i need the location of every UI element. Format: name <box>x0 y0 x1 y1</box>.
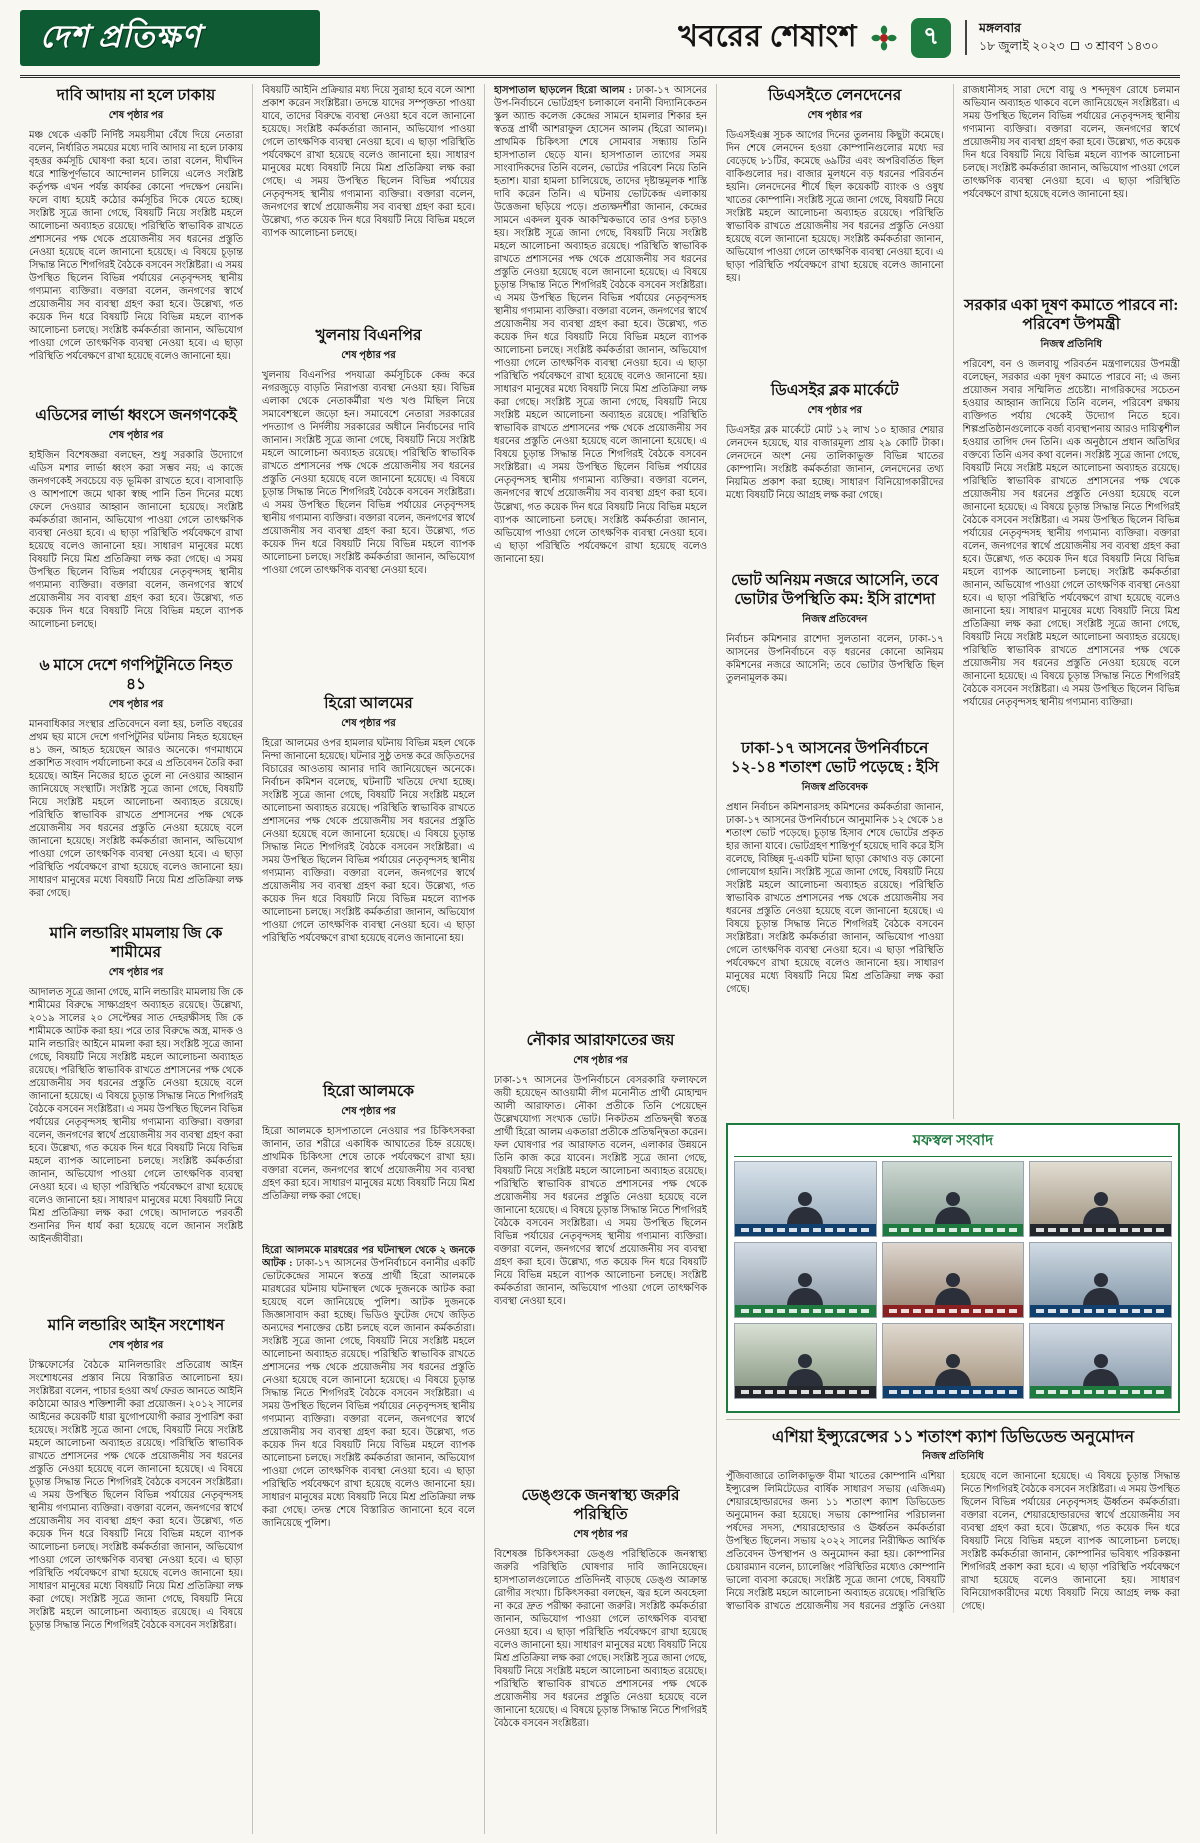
article-body: প্রধান নির্বাচন কমিশনারসহ কমিশনের কর্মকর্তারা জানান, ঢাকা-১৭ আসনের উপনির্বাচনে আনুমানিক ১২ থেকে ১৪ শতাংশ ভোট পড়েছে। চূড়ান্ত হিসাব শেষে ভোটের প্রকৃত হার জানা যাবে। ভোটগ্রহণ শান্তিপূর্ণ হয়েছে দাবি করে ইসি বলেছে, বিচ্ছিন্ন দু-একটি ঘটনা ছাড়া কোথাও বড় কোনো গোলযোগ হয়নি। সংশ্লিষ্ট সূত্রে জানা গেছে, বিষয়টি নিয়ে সংশ্লিষ্ট মহলে আলোচনা অব্যাহত রয়েছে। পরিস্থিতি স্বাভাবিক রাখতে প্রশাসনের পক্ষ থেকে প্রয়োজনীয় সব ধরনের প্রস্তুতি নেওয়া হয়েছে বলে জানানো হয়েছে। এ বিষয়ে চূড়ান্ত সিদ্ধান্ত নিতে শিগগিরই বৈঠকে বসবেন সংশ্লিষ্টরা। সংশ্লিষ্ট কর্মকর্তারা জানান, অভিযোগ পাওয়া গেলে তাৎক্ষণিক ব্যবস্থা নেওয়া হবে। এ ছাড়া পরিস্থিতি পর্যবেক্ষণে রাখা হয়েছে বলেও জানানো হয়। সাধারণ মানুষের মধ্যে বিষয়টি নিয়ে মিশ্র প্রতিক্রিয়া লক্ষ করা গেছে। <box>726 801 944 996</box>
article-money-laundering-law <box>29 1314 243 1834</box>
article-continuation <box>963 84 1181 294</box>
article-body: হিরো আলমকে হাসপাতালে নেওয়ার পর চিকিৎসকরা জানান, তার শরীরে একাধিক আঘাতের চিহ্ন রয়েছে। প্রাথমিক চিকিৎসা শেষে তাকে পর্যবেক্ষণে রাখা হয়। বক্তারা বলেন, জনগণের স্বার্থে প্রয়োজনীয় সব ব্যবস্থা গ্রহণ করা হবে। সাধারণ মানুষের মধ্যে বিষয়টি নিয়ে মিশ্র প্রতিক্রিয়া লক্ষ করা গেছে। <box>262 1125 475 1202</box>
article-dengue-emergency <box>494 1484 707 1834</box>
photo-caption-strip <box>1030 1305 1171 1317</box>
person-silhouette <box>1083 1273 1119 1305</box>
article-body: পরিবেশ, বন ও জলবায়ু পরিবর্তন মন্ত্রণালয়ের উপমন্ত্রী বলেছেন, সরকার একা দূষণ কমাতে পারবে না; এ জন্য প্রয়োজন সবার সম্মিলিত প্রচেষ্টা। নাগরিকদের সচেতন হওয়ার আহ্বান জানিয়ে তিনি বলেন, পরিবেশ রক্ষায় ব্যক্তিগত পর্যায় থেকেই উদ্যোগ নিতে হবে। শিল্পপ্রতিষ্ঠানগুলোকে বর্জ্য ব্যবস্থাপনায় আরও দায়িত্বশীল হওয়ার তাগিদ দেন তিনি। এক অনুষ্ঠানে প্রধান অতিথির বক্তব্যে তিনি এসব কথা বলেন। সংশ্লিষ্ট সূত্রে জানা গেছে, বিষয়টি নিয়ে সংশ্লিষ্ট মহলে আলোচনা অব্যাহত রয়েছে। পরিস্থিতি স্বাভাবিক রাখতে প্রশাসনের পক্ষ থেকে প্রয়োজনীয় সব ধরনের প্রস্তুতি নেওয়া হয়েছে বলে জানানো হয়েছে। এ বিষয়ে চূড়ান্ত সিদ্ধান্ত নিতে শিগগিরই বৈঠকে বসবেন সংশ্লিষ্টরা। এ সময় উপস্থিত ছিলেন বিভিন্ন পর্যায়ের নেতৃবৃন্দসহ স্থানীয় গণ্যমান্য ব্যক্তিরা। বক্তারা বলেন, জনগণের স্বার্থে প্রয়োজনীয় সব ব্যবস্থা গ্রহণ করা হবে। উল্লেখ্য, গত কয়েক দিন ধরে বিষয়টি নিয়ে বিভিন্ন মহলে ব্যাপক আলোচনা চলছে। সংশ্লিষ্ট কর্মকর্তারা জানান, অভিযোগ পাওয়া গেলে তাৎক্ষণিক ব্যবস্থা নেওয়া হবে। এ ছাড়া পরিস্থিতি পর্যবেক্ষণে রাখা হয়েছে বলেও জানানো হয়। সাধারণ মানুষের মধ্যে বিষয়টি নিয়ে মিশ্র প্রতিক্রিয়া লক্ষ করা গেছে। সংশ্লিষ্ট সূত্রে জানা গেছে, বিষয়টি নিয়ে সংশ্লিষ্ট মহলে আলোচনা অব্যাহত রয়েছে। পরিস্থিতি স্বাভাবিক রাখতে প্রশাসনের পক্ষ থেকে প্রয়োজনীয় সব ধরনের প্রস্তুতি নেওয়া হয়েছে বলে জানানো হয়েছে। এ বিষয়ে চূড়ান্ত সিদ্ধান্ত নিতে শিগগিরই বৈঠকে বসবেন সংশ্লিষ্টরা। এ সময় উপস্থিত ছিলেন বিভিন্ন পর্যায়ের নেতৃবৃন্দসহ স্থানীয় গণ্যমান্য ব্যক্তিরা। <box>962 358 1180 709</box>
continued-from-label: শেষ পৃষ্ঠার পর <box>108 966 164 978</box>
person-silhouette <box>787 1273 823 1305</box>
weekday: মঙ্গলবার <box>979 21 1022 35</box>
article-hospital-chharlen <box>494 84 707 1029</box>
article-body <box>494 84 707 566</box>
article-body-text: ঢাকা-১৭ আসনের উপ-নির্বাচনে ভোটগ্রহণ চলাকালে বনানী বিদ্যানিকেতন স্কুল অ্যান্ড কলেজ কেন্দ্রের সামনে হামলার শিকার হন স্বতন্ত্র প্রার্থী আশরাফুল হোসেন আলম (হিরো আলম)। প্রাথমিক চিকিৎসা শেষে সোমবার সন্ধ্যায় তিনি হাসপাতাল ছেড়ে যান। হাসপাতাল ত্যাগের সময় সাংবাদিকদের তিনি বলেন, ভোটের পরিবেশ নিয়ে তিনি হতাশ। যারা হামলা চালিয়েছে, তাদের দৃষ্টান্তমূলক শাস্তি দাবি করেন তিনি। এ ঘটনায় ভোটকেন্দ্র এলাকায় উত্তেজনা ছড়িয়ে পড়ে। প্রত্যক্ষদর্শীরা জানান, কেন্দ্রের সামনে একদল যুবক আকস্মিকভাবে তার ওপর চড়াও হয়। সংশ্লিষ্ট সূত্রে জানা গেছে, বিষয়টি নিয়ে সংশ্লিষ্ট মহলে আলোচনা অব্যাহত রয়েছে। পরিস্থিতি স্বাভাবিক রাখতে প্রশাসনের পক্ষ থেকে প্রয়োজনীয় সব ধরনের প্রস্তুতি নেওয়া হয়েছে বলে জানানো হয়েছে। এ বিষয়ে চূড়ান্ত সিদ্ধান্ত নিতে শিগগিরই বৈঠকে বসবেন সংশ্লিষ্টরা। এ সময় উপস্থিত ছিলেন বিভিন্ন পর্যায়ের নেতৃবৃন্দসহ স্থানীয় গণ্যমান্য ব্যক্তিরা। বক্তারা বলেন, জনগণের স্বার্থে প্রয়োজনীয় সব ব্যবস্থা গ্রহণ করা হবে। উল্লেখ্য, গত কয়েক দিন ধরে বিষয়টি নিয়ে বিভিন্ন মহলে ব্যাপক আলোচনা চলছে। সংশ্লিষ্ট কর্মকর্তারা জানান, অভিযোগ পাওয়া গেলে তাৎক্ষণিক ব্যবস্থা নেওয়া হবে। এ ছাড়া পরিস্থিতি পর্যবেক্ষণে রাখা হয়েছে বলেও জানানো হয়। সাধারণ মানুষের মধ্যে বিষয়টি নিয়ে মিশ্র প্রতিক্রিয়া লক্ষ করা গেছে। সংশ্লিষ্ট সূত্রে জানা গেছে, বিষয়টি নিয়ে সংশ্লিষ্ট মহলে আলোচনা অব্যাহত রয়েছে। পরিস্থিতি স্বাভাবিক রাখতে প্রশাসনের পক্ষ থেকে প্রয়োজনীয় সব ধরনের প্রস্তুতি নেওয়া হয়েছে বলে জানানো হয়েছে। এ বিষয়ে চূড়ান্ত সিদ্ধান্ত নিতে শিগগিরই বৈঠকে বসবেন সংশ্লিষ্টরা। এ সময় উপস্থিত ছিলেন বিভিন্ন পর্যায়ের নেতৃবৃন্দসহ স্থানীয় গণ্যমান্য ব্যক্তিরা। বক্তারা বলেন, জনগণের স্বার্থে প্রয়োজনীয় সব ব্যবস্থা গ্রহণ করা হবে। উল্লেখ্য, গত কয়েক দিন ধরে বিষয়টি নিয়ে বিভিন্ন মহলে ব্যাপক আলোচনা চলছে। সংশ্লিষ্ট কর্মকর্তারা জানান, অভিযোগ পাওয়া গেলে তাৎক্ষণিক ব্যবস্থা নেওয়া হবে। এ ছাড়া পরিস্থিতি পর্যবেক্ষণে রাখা হয়েছে বলেও জানানো হয়। <box>494 85 707 565</box>
photo-caption-strip <box>883 1386 1024 1398</box>
article-headline: এডিসের লার্ভা ধ্বংসে জনগণকেই <box>35 407 237 424</box>
page-number-badge: ৭ <box>911 18 951 58</box>
article-body: হিরো আলমের ওপর হামলার ঘটনায় বিভিন্ন মহল থেকে নিন্দা জানানো হয়েছে। ঘটনার সুষ্ঠু তদন্ত করে জড়িতদের বিচারের আওতায় আনার দাবি জানিয়েছেন অনেকে। নির্বাচন কমিশন বলেছে, ঘটনাটি খতিয়ে দেখা হচ্ছে। সংশ্লিষ্ট সূত্রে জানা গেছে, বিষয়টি নিয়ে সংশ্লিষ্ট মহলে আলোচনা অব্যাহত রয়েছে। পরিস্থিতি স্বাভাবিক রাখতে প্রশাসনের পক্ষ থেকে প্রয়োজনীয় সব ধরনের প্রস্তুতি নেওয়া হয়েছে বলে জানানো হয়েছে। এ বিষয়ে চূড়ান্ত সিদ্ধান্ত নিতে শিগগিরই বৈঠকে বসবেন সংশ্লিষ্টরা। এ সময় উপস্থিত ছিলেন বিভিন্ন পর্যায়ের নেতৃবৃন্দসহ স্থানীয় গণ্যমান্য ব্যক্তিরা। বক্তারা বলেন, জনগণের স্বার্থে প্রয়োজনীয় সব ব্যবস্থা গ্রহণ করা হবে। উল্লেখ্য, গত কয়েক দিন ধরে বিষয়টি নিয়ে বিভিন্ন মহলে ব্যাপক আলোচনা চলছে। সংশ্লিষ্ট কর্মকর্তারা জানান, অভিযোগ পাওয়া গেলে তাৎক্ষণিক ব্যবস্থা নেওয়া হবে। এ ছাড়া পরিস্থিতি পর্যবেক্ষণে রাখা হয়েছে বলেও জানানো হয়। <box>262 737 475 945</box>
article-body: ডিএসইর ব্লক মার্কেটে মোট ১২ লাখ ১০ হাজার শেয়ার লেনদেন হয়েছে, যার বাজারমূল্য প্রায় ২৯ কোটি টাকা। লেনদেনে অংশ নেয় তালিকাভুক্ত বিভিন্ন খাতের কোম্পানি। সংশ্লিষ্ট কর্মকর্তারা জানান, লেনদেনের তথ্য নিয়মিত প্রকাশ করা হচ্ছে। সাধারণ বিনিয়োগকারীদের মধ্যে বিষয়টি নিয়ে আগ্রহ লক্ষ করা গেছে। <box>726 424 944 501</box>
person-silhouette <box>787 1354 823 1386</box>
news-photo <box>882 1323 1025 1399</box>
date-block <box>965 20 1180 55</box>
article-headline: ডেঙ্গুকে জনস্বাস্থ্য জরুরি পরিস্থিতি <box>521 1487 680 1523</box>
column-2 <box>252 84 484 1834</box>
inline-subhead: হিরো আলমকে মারধরের পর ঘটনাস্থল থেকে ২ জনকে আটক : <box>262 1245 475 1270</box>
article-body: মঞ্চ থেকে একটি নির্দিষ্ট সময়সীমা বেঁধে দিয়ে নেতারা বলেন, নির্ধারিত সময়ের মধ্যে দাবি আদায় না হলে ঢাকায় বৃহত্তর কর্মসূচি ঘোষণা করা হবে। তারা বলেন, দীর্ঘদিন ধরে শান্তিপূর্ণভাবে আন্দোলন চালিয়ে এলেও সংশ্লিষ্ট কর্তৃপক্ষ এখন পর্যন্ত কার্যকর কোনো পদক্ষেপ নেয়নি। ফলে বাধ্য হয়েই কঠোর কর্মসূচির দিকে যেতে হচ্ছে। সংশ্লিষ্ট সূত্রে জানা গেছে, বিষয়টি নিয়ে সংশ্লিষ্ট মহলে আলোচনা অব্যাহত রয়েছে। পরিস্থিতি স্বাভাবিক রাখতে প্রশাসনের পক্ষ থেকে প্রয়োজনীয় সব ধরনের প্রস্তুতি নেওয়া হয়েছে বলে জানানো হয়েছে। এ বিষয়ে চূড়ান্ত সিদ্ধান্ত নিতে শিগগিরই বৈঠকে বসবেন সংশ্লিষ্টরা। এ সময় উপস্থিত ছিলেন বিভিন্ন পর্যায়ের নেতৃবৃন্দসহ স্থানীয় গণ্যমান্য ব্যক্তিরা। বক্তারা বলেন, জনগণের স্বার্থে প্রয়োজনীয় সব ব্যবস্থা গ্রহণ করা হবে। উল্লেখ্য, গত কয়েক দিন ধরে বিষয়টি নিয়ে বিভিন্ন মহলে ব্যাপক আলোচনা চলছে। সংশ্লিষ্ট কর্মকর্তারা জানান, অভিযোগ পাওয়া গেলে তাৎক্ষণিক ব্যবস্থা নেওয়া হবে। এ ছাড়া পরিস্থিতি পর্যবেক্ষণে রাখা হয়েছে বলেও জানানো হয়। <box>29 129 243 363</box>
page-content <box>20 84 1180 1834</box>
article-body: বিষয়টি আইনি প্রক্রিয়ার মধ্য দিয়ে সুরাহা হবে বলে আশা প্রকাশ করেন সংশ্লিষ্টরা। তদন্তে যাদের সম্পৃক্ততা পাওয়া যাবে, তাদের বিরুদ্ধে ব্যবস্থা নেওয়া হবে বলে জানানো হয়েছে। সংশ্লিষ্ট কর্মকর্তারা জানান, অভিযোগ পাওয়া গেলে তাৎক্ষণিক ব্যবস্থা নেওয়া হবে। এ ছাড়া পরিস্থিতি পর্যবেক্ষণে রাখা হয়েছে বলেও জানানো হয়। সাধারণ মানুষের মধ্যে বিষয়টি নিয়ে মিশ্র প্রতিক্রিয়া লক্ষ করা গেছে। এ সময় উপস্থিত ছিলেন বিভিন্ন পর্যায়ের নেতৃবৃন্দসহ স্থানীয় গণ্যমান্য ব্যক্তিরা। বক্তারা বলেন, জনগণের স্বার্থে প্রয়োজনীয় সব ব্যবস্থা গ্রহণ করা হবে। উল্লেখ্য, গত কয়েক দিন ধরে বিষয়টি নিয়ে বিভিন্ন মহলে ব্যাপক আলোচনা চলছে। <box>262 85 475 240</box>
article-environment-deputy-minister <box>963 294 1181 1114</box>
continued-from-label: শেষ পৃষ্ঠার পর <box>341 717 396 729</box>
person-silhouette <box>935 1192 971 1224</box>
person-silhouette <box>935 1273 971 1305</box>
article-dhaka17-turnout <box>726 737 944 1114</box>
inline-subhead: হাসপাতাল ছাড়লেন হিরো আলম : <box>494 85 632 96</box>
article-body: বিশেষজ্ঞ চিকিৎসকরা ডেঙ্গু পরিস্থিতিকে জনস্বাস্থ্য জরুরি পরিস্থিতি ঘোষণার দাবি জানিয়েছেন। হাসপাতালগুলোতে প্রতিদিনই বাড়ছে ডেঙ্গু আক্রান্ত রোগীর সংখ্যা। চিকিৎসকরা বলছেন, জ্বর হলে অবহেলা না করে দ্রুত পরীক্ষা করানো জরুরি। সংশ্লিষ্ট কর্মকর্তারা জানান, অভিযোগ পাওয়া গেলে তাৎক্ষণিক ব্যবস্থা নেওয়া হবে। এ ছাড়া পরিস্থিতি পর্যবেক্ষণে রাখা হয়েছে বলেও জানানো হয়। সাধারণ মানুষের মধ্যে বিষয়টি নিয়ে মিশ্র প্রতিক্রিয়া লক্ষ করা গেছে। সংশ্লিষ্ট সূত্রে জানা গেছে, বিষয়টি নিয়ে সংশ্লিষ্ট মহলে আলোচনা অব্যাহত রয়েছে। পরিস্থিতি স্বাভাবিক রাখতে প্রশাসনের পক্ষ থেকে প্রয়োজনীয় সব ধরনের প্রস্তুতি নেওয়া হয়েছে বলে জানানো হয়েছে। এ বিষয়ে চূড়ান্ত সিদ্ধান্ত নিতে শিগগিরই বৈঠকে বসবেন সংশ্লিষ্টরা। <box>494 1548 707 1730</box>
article-body: খুলনায় বিএনপির পদযাত্রা কর্মসূচিকে কেন্দ্র করে নগরজুড়ে বাড়তি নিরাপত্তা ব্যবস্থা নেওয়া হয়। বিভিন্ন এলাকা থেকে নেতাকর্মীরা খণ্ড খণ্ড মিছিল নিয়ে সমাবেশস্থলে জড়ো হন। সমাবেশে নেতারা সরকারের পদত্যাগ ও নির্দলীয় সরকারের অধীনে নির্বাচনের দাবি জানান। সংশ্লিষ্ট সূত্রে জানা গেছে, বিষয়টি নিয়ে সংশ্লিষ্ট মহলে আলোচনা অব্যাহত রয়েছে। পরিস্থিতি স্বাভাবিক রাখতে প্রশাসনের পক্ষ থেকে প্রয়োজনীয় সব ধরনের প্রস্তুতি নেওয়া হয়েছে বলে জানানো হয়েছে। এ বিষয়ে চূড়ান্ত সিদ্ধান্ত নিতে শিগগিরই বৈঠকে বসবেন সংশ্লিষ্টরা। এ সময় উপস্থিত ছিলেন বিভিন্ন পর্যায়ের নেতৃবৃন্দসহ স্থানীয় গণ্যমান্য ব্যক্তিরা। বক্তারা বলেন, জনগণের স্বার্থে প্রয়োজনীয় সব ব্যবস্থা গ্রহণ করা হবে। উল্লেখ্য, গত কয়েক দিন ধরে বিষয়টি নিয়ে বিভিন্ন মহলে ব্যাপক আলোচনা চলছে। সংশ্লিষ্ট কর্মকর্তারা জানান, অভিযোগ পাওয়া গেলে তাৎক্ষণিক ব্যবস্থা নেওয়া হবে। <box>262 369 475 577</box>
article-headline: ৬ মাসে দেশে গণপিটুনিতে নিহত ৪১ <box>39 657 233 693</box>
article-body <box>262 1244 475 1530</box>
article-body: ডিএসইএক্স সূচক আগের দিনের তুলনায় কিছুটা কমেছে। দিন শেষে লেনদেন হওয়া কোম্পানিগুলোর মধ্যে দর বেড়েছে ৮১টির, কমেছে ৬৯টির এবং অপরিবর্তিত ছিল বাকিগুলোর দর। বাজার মূলধনে বড় ধরনের পরিবর্তন হয়নি। লেনদেনের শীর্ষে ছিল কয়েকটি ব্যাংক ও ওষুধ খাতের কোম্পানি। সংশ্লিষ্ট সূত্রে জানা গেছে, বিষয়টি নিয়ে সংশ্লিষ্ট মহলে আলোচনা অব্যাহত রয়েছে। পরিস্থিতি স্বাভাবিক রাখতে প্রয়োজনীয় সব ধরনের প্রস্তুতি নেওয়া হয়েছে বলে জানানো হয়েছে। সংশ্লিষ্ট কর্মকর্তারা জানান, অভিযোগ পাওয়া গেলে তাৎক্ষণিক ব্যবস্থা নেওয়া হবে। এ ছাড়া পরিস্থিতি পর্যবেক্ষণে রাখা হয়েছে বলেও জানানো হয়। <box>726 129 944 285</box>
date-line <box>979 38 1180 56</box>
article-dse-block-market <box>726 379 944 569</box>
article-headline: মানি লন্ডারিং আইন সংশোধন <box>47 1317 225 1334</box>
article-headline: এশিয়া ইন্স্যুরেন্সের ১১ শতাংশ ক্যাশ ডিভিডেন্ড অনুমোদন <box>771 1427 1135 1446</box>
date-gregorian: ১৮ জুলাই ২০২৩ <box>979 38 1065 53</box>
page-header <box>20 6 1180 78</box>
continued-from-label: শেষ পৃষ্ঠার পর <box>807 404 862 416</box>
news-photo <box>734 1242 877 1318</box>
article-khulna-bnp <box>262 324 475 692</box>
article-headline: খুলনায় বিএনপির <box>315 327 422 344</box>
byline-label: নিজস্ব প্রতিবেদন <box>802 613 868 625</box>
byline-label: নিজস্ব প্রতিনিধি <box>1040 338 1102 350</box>
continued-from-label: শেষ পৃষ্ঠার পর <box>341 1105 396 1117</box>
article-headline: সরকার একা দূষণ কমাতে পারবে না: পরিবেশ উপমন্ত্রী <box>964 297 1179 333</box>
continued-from-label: শেষ পৃষ্ঠার পর <box>108 429 164 441</box>
right-section <box>716 84 1180 1834</box>
article-headline: ডিএসইতে লেনদেনের <box>768 87 902 104</box>
article-headline: ভোট অনিয়ম নজরে আসেনি, তবে ভোটার উপস্থিতি কম: ইসি রাশেদা <box>730 572 939 608</box>
mofossol-box-title: মফস্বল সংবাদ <box>734 1129 1172 1157</box>
newspaper-masthead <box>20 10 320 66</box>
article-continuation <box>262 84 475 324</box>
article-headline: নৌকার আরাফাতের জয় <box>526 1032 675 1049</box>
continued-from-label: শেষ পৃষ্ঠার পর <box>108 1339 164 1351</box>
photo-caption-strip <box>883 1305 1024 1317</box>
article-headline: ডিএসইর ব্লক মার্কেটে <box>770 382 899 399</box>
photo-grid <box>734 1161 1172 1399</box>
section-title: খবরের শেষাংশ <box>678 20 857 53</box>
continued-from-label: শেষ পৃষ্ঠার পর <box>573 1054 628 1066</box>
header-right <box>678 12 1180 63</box>
article-body: ঢাকা-১৭ আসনের উপনির্বাচনে বেসরকারি ফলাফলে জয়ী হয়েছেন আওয়ামী লীগ মনোনীত প্রার্থী মোহাম্মদ আলী আরাফাত। নৌকা প্রতীকে তিনি পেয়েছেন উল্লেখযোগ্য সংখ্যক ভোট। নিকটতম প্রতিদ্বন্দ্বী স্বতন্ত্র প্রার্থী হিরো আলম একতারা প্রতীকে প্রতিদ্বন্দ্বিতা করেন। ফল ঘোষণার পর আরাফাত বলেন, এলাকার উন্নয়নে তিনি কাজ করে যাবেন। সংশ্লিষ্ট সূত্রে জানা গেছে, বিষয়টি নিয়ে সংশ্লিষ্ট মহলে আলোচনা অব্যাহত রয়েছে। পরিস্থিতি স্বাভাবিক রাখতে প্রশাসনের পক্ষ থেকে প্রয়োজনীয় সব ধরনের প্রস্তুতি নেওয়া হয়েছে বলে জানানো হয়েছে। এ বিষয়ে চূড়ান্ত সিদ্ধান্ত নিতে শিগগিরই বৈঠকে বসবেন সংশ্লিষ্টরা। এ সময় উপস্থিত ছিলেন বিভিন্ন পর্যায়ের নেতৃবৃন্দসহ স্থানীয় গণ্যমান্য ব্যক্তিরা। বক্তারা বলেন, জনগণের স্বার্থে প্রয়োজনীয় সব ব্যবস্থা গ্রহণ করা হবে। উল্লেখ্য, গত কয়েক দিন ধরে বিষয়টি নিয়ে বিভিন্ন মহলে ব্যাপক আলোচনা চলছে। সংশ্লিষ্ট কর্মকর্তারা জানান, অভিযোগ পাওয়া গেলে তাৎক্ষণিক ব্যবস্থা নেওয়া হবে। <box>494 1074 707 1308</box>
news-photo <box>882 1242 1025 1318</box>
byline-label: নিজস্ব প্রতিবেদক <box>801 781 868 793</box>
photo-caption-strip <box>735 1224 876 1236</box>
article-headline: হিরো আলমকে <box>322 1083 414 1100</box>
article-dse-lenden <box>726 84 944 379</box>
continued-from-label: শেষ পৃষ্ঠার পর <box>341 349 396 361</box>
mofossol-news-box <box>726 1123 1180 1413</box>
news-photo <box>1029 1161 1172 1237</box>
article-body: নির্বাচন কমিশনার রাশেদা সুলতানা বলেন, ঢাকা-১৭ আসনের উপনির্বাচনে বড় ধরনের কোনো অনিয়ম কমিশনের নজরে আসেনি; তবে ভোটার উপস্থিতি ছিল তুলনামূলক কম। <box>726 633 944 684</box>
photo-caption-strip <box>1030 1224 1171 1236</box>
photo-caption-strip <box>883 1224 1024 1236</box>
article-headline: দাবি আদায় না হলে ঢাকায় <box>56 87 216 104</box>
news-photo <box>734 1323 877 1399</box>
right-top-row <box>726 84 1180 1119</box>
photo-caption-strip <box>735 1305 876 1317</box>
article-body-text: ঢাকা-১৭ আসনের উপনির্বাচনে বনানীর একটি ভোটকেন্দ্রের সামনে স্বতন্ত্র প্রার্থী হিরো আলমকে মারধরের ঘটনায় ঘটনাস্থল থেকে দুজনকে আটক করা হয়েছে বলে জানিয়েছে পুলিশ। আটক দুজনকে জিজ্ঞাসাবাদ করা হচ্ছে। ভিডিও ফুটেজ দেখে জড়িত অন্যদের শনাক্তের চেষ্টা চলছে বলে জানান কর্মকর্তারা। সংশ্লিষ্ট সূত্রে জানা গেছে, বিষয়টি নিয়ে সংশ্লিষ্ট মহলে আলোচনা অব্যাহত রয়েছে। পরিস্থিতি স্বাভাবিক রাখতে প্রশাসনের পক্ষ থেকে প্রয়োজনীয় সব ধরনের প্রস্তুতি নেওয়া হয়েছে বলে জানানো হয়েছে। এ বিষয়ে চূড়ান্ত সিদ্ধান্ত নিতে শিগগিরই বৈঠকে বসবেন সংশ্লিষ্টরা। এ সময় উপস্থিত ছিলেন বিভিন্ন পর্যায়ের নেতৃবৃন্দসহ স্থানীয় গণ্যমান্য ব্যক্তিরা। বক্তারা বলেন, জনগণের স্বার্থে প্রয়োজনীয় সব ব্যবস্থা গ্রহণ করা হবে। উল্লেখ্য, গত কয়েক দিন ধরে বিষয়টি নিয়ে বিভিন্ন মহলে ব্যাপক আলোচনা চলছে। সংশ্লিষ্ট কর্মকর্তারা জানান, অভিযোগ পাওয়া গেলে তাৎক্ষণিক ব্যবস্থা নেওয়া হবে। এ ছাড়া পরিস্থিতি পর্যবেক্ষণে রাখা হয়েছে বলেও জানানো হয়। সাধারণ মানুষের মধ্যে বিষয়টি নিয়ে মিশ্র প্রতিক্রিয়া লক্ষ করা গেছে। তদন্ত শেষে বিস্তারিত জানানো হবে বলে জানিয়েছে পুলিশ। <box>262 1258 475 1530</box>
article-two-detained <box>262 1244 475 1834</box>
article-dabi-adai <box>29 84 243 404</box>
article-hero-alom-er <box>262 692 475 1080</box>
person-silhouette <box>1083 1354 1119 1386</box>
date-separator-box <box>1071 42 1079 50</box>
person-silhouette <box>1083 1192 1119 1224</box>
article-arafat-win <box>494 1029 707 1484</box>
article-body: হাইজিন বিশেষজ্ঞরা বলছেন, শুধু সরকারি উদ্যোগে এডিস মশার লার্ভা ধ্বংস করা সম্ভব নয়; এ কাজে জনগণকেই সবচেয়ে বড় ভূমিকা রাখতে হবে। বাসাবাড়ি ও আশপাশে জমে থাকা স্বচ্ছ পানি তিন দিনের মধ্যে ফেলে দেওয়ার আহ্বান জানানো হয়েছে। সংশ্লিষ্ট কর্মকর্তারা জানান, অভিযোগ পাওয়া গেলে তাৎক্ষণিক ব্যবস্থা নেওয়া হবে। এ ছাড়া পরিস্থিতি পর্যবেক্ষণে রাখা হয়েছে বলেও জানানো হয়। সাধারণ মানুষের মধ্যে বিষয়টি নিয়ে মিশ্র প্রতিক্রিয়া লক্ষ করা গেছে। এ সময় উপস্থিত ছিলেন বিভিন্ন পর্যায়ের নেতৃবৃন্দসহ স্থানীয় গণ্যমান্য ব্যক্তিরা। বক্তারা বলেন, জনগণের স্বার্থে প্রয়োজনীয় সব ব্যবস্থা গ্রহণ করা হবে। উল্লেখ্য, গত কয়েক দিন ধরে বিষয়টি নিয়ে বিভিন্ন মহলে ব্যাপক আলোচনা চলছে। <box>29 449 243 631</box>
column-3 <box>484 84 716 1834</box>
article-body: মানবাধিকার সংস্থার প্রতিবেদনে বলা হয়, চলতি বছরের প্রথম ছয় মাসে দেশে গণপিটুনির ঘটনায় নিহত হয়েছেন ৪১ জন, আহত হয়েছেন আরও অনেকে। গণমাধ্যমে প্রকাশিত সংবাদ পর্যালোচনা করে এ প্রতিবেদন তৈরি করা হয়েছে। আইন নিজের হাতে তুলে না নেওয়ার আহ্বান জানিয়েছে সংস্থাটি। সংশ্লিষ্ট সূত্রে জানা গেছে, বিষয়টি নিয়ে সংশ্লিষ্ট মহলে আলোচনা অব্যাহত রয়েছে। পরিস্থিতি স্বাভাবিক রাখতে প্রশাসনের পক্ষ থেকে প্রয়োজনীয় সব ধরনের প্রস্তুতি নেওয়া হয়েছে বলে জানানো হয়েছে। সংশ্লিষ্ট কর্মকর্তারা জানান, অভিযোগ পাওয়া গেলে তাৎক্ষণিক ব্যবস্থা নেওয়া হবে। এ ছাড়া পরিস্থিতি পর্যবেক্ষণে রাখা হয়েছে বলেও জানানো হয়। সাধারণ মানুষের মধ্যে বিষয়টি নিয়ে মিশ্র প্রতিক্রিয়া লক্ষ করা গেছে। <box>29 718 243 900</box>
article-asia-insurance <box>726 1419 1180 1834</box>
article-body: টাস্কফোর্সের বৈঠকে মানিলন্ডারিং প্রতিরোধ আইন সংশোধনের প্রস্তাব নিয়ে বিস্তারিত আলোচনা হয়। সংশ্লিষ্টরা বলেন, পাচার হওয়া অর্থ ফেরত আনতে আইনি কাঠামো আরও শক্তিশালী করা প্রয়োজন। ২০১২ সালের আইনের কয়েকটি ধারা যুগোপযোগী করার সুপারিশ করা হয়েছে। সংশ্লিষ্ট সূত্রে জানা গেছে, বিষয়টি নিয়ে সংশ্লিষ্ট মহলে আলোচনা অব্যাহত রয়েছে। পরিস্থিতি স্বাভাবিক রাখতে প্রশাসনের পক্ষ থেকে প্রয়োজনীয় সব ধরনের প্রস্তুতি নেওয়া হয়েছে বলে জানানো হয়েছে। এ বিষয়ে চূড়ান্ত সিদ্ধান্ত নিতে শিগগিরই বৈঠকে বসবেন সংশ্লিষ্টরা। এ সময় উপস্থিত ছিলেন বিভিন্ন পর্যায়ের নেতৃবৃন্দসহ স্থানীয় গণ্যমান্য ব্যক্তিরা। বক্তারা বলেন, জনগণের স্বার্থে প্রয়োজনীয় সব ব্যবস্থা গ্রহণ করা হবে। উল্লেখ্য, গত কয়েক দিন ধরে বিষয়টি নিয়ে বিভিন্ন মহলে ব্যাপক আলোচনা চলছে। সংশ্লিষ্ট কর্মকর্তারা জানান, অভিযোগ পাওয়া গেলে তাৎক্ষণিক ব্যবস্থা নেওয়া হবে। এ ছাড়া পরিস্থিতি পর্যবেক্ষণে রাখা হয়েছে বলেও জানানো হয়। সাধারণ মানুষের মধ্যে বিষয়টি নিয়ে মিশ্র প্রতিক্রিয়া লক্ষ করা গেছে। সংশ্লিষ্ট সূত্রে জানা গেছে, বিষয়টি নিয়ে সংশ্লিষ্ট মহলে আলোচনা অব্যাহত রয়েছে। এ বিষয়ে চূড়ান্ত সিদ্ধান্ত নিতে শিগগিরই বৈঠকে বসবেন সংশ্লিষ্টরা। <box>29 1359 243 1632</box>
continued-from-label: শেষ পৃষ্ঠার পর <box>573 1528 628 1540</box>
article-money-laundering-case <box>29 922 243 1314</box>
newspaper-name: দেশ প্রতিক্ষণ <box>40 19 202 55</box>
news-photo <box>1029 1242 1172 1318</box>
continued-from-label: শেষ পৃষ্ঠার পর <box>807 109 862 121</box>
photo-caption-strip <box>1030 1386 1171 1398</box>
column-1 <box>20 84 252 1834</box>
news-photo <box>1029 1323 1172 1399</box>
continued-from-label: শেষ পৃষ্ঠার পর <box>108 109 164 121</box>
continued-from-label: শেষ পৃষ্ঠার পর <box>108 698 164 710</box>
article-mob-lynching <box>29 654 243 922</box>
column-5 <box>953 84 1181 1119</box>
article-body: আদালত সূত্রে জানা গেছে, মানি লন্ডারিং মামলায় জি কে শামীমের বিরুদ্ধে সাক্ষ্যগ্রহণ অব্যাহত রয়েছে। উল্লেখ্য, ২০১৯ সালের ২০ সেপ্টেম্বর সাত দেহরক্ষীসহ জি কে শামীমকে আটক করা হয়। পরে তার বিরুদ্ধে অস্ত্র, মাদক ও মানি লন্ডারিং আইনে মামলা করা হয়। সংশ্লিষ্ট সূত্রে জানা গেছে, বিষয়টি নিয়ে সংশ্লিষ্ট মহলে আলোচনা অব্যাহত রয়েছে। পরিস্থিতি স্বাভাবিক রাখতে প্রশাসনের পক্ষ থেকে প্রয়োজনীয় সব ধরনের প্রস্তুতি নেওয়া হয়েছে বলে জানানো হয়েছে। এ বিষয়ে চূড়ান্ত সিদ্ধান্ত নিতে শিগগিরই বৈঠকে বসবেন সংশ্লিষ্টরা। এ সময় উপস্থিত ছিলেন বিভিন্ন পর্যায়ের নেতৃবৃন্দসহ স্থানীয় গণ্যমান্য ব্যক্তিরা। বক্তারা বলেন, জনগণের স্বার্থে প্রয়োজনীয় সব ব্যবস্থা গ্রহণ করা হবে। উল্লেখ্য, গত কয়েক দিন ধরে বিষয়টি নিয়ে বিভিন্ন মহলে ব্যাপক আলোচনা চলছে। সংশ্লিষ্ট কর্মকর্তারা জানান, অভিযোগ পাওয়া গেলে তাৎক্ষণিক ব্যবস্থা নেওয়া হবে। এ ছাড়া পরিস্থিতি পর্যবেক্ষণে রাখা হয়েছে বলেও জানানো হয়। সাধারণ মানুষের মধ্যে বিষয়টি নিয়ে মিশ্র প্রতিক্রিয়া লক্ষ করা গেছে। আদালতে পরবর্তী শুনানির দিন ধার্য করা হয়েছে বলে জানান সংশ্লিষ্ট আইনজীবীরা। <box>29 986 243 1246</box>
photo-caption-strip <box>735 1386 876 1398</box>
news-photo <box>882 1161 1025 1237</box>
date-bangla-era: ৩ শ্রাবণ ১৪৩০ <box>1084 38 1159 53</box>
news-photo <box>734 1161 877 1237</box>
article-headline: মানি লন্ডারিং মামলায় জি কে শামীমের <box>49 925 223 961</box>
byline-label: নিজস্ব প্রতিনিধি <box>922 1451 984 1463</box>
article-headline: ঢাকা-১৭ আসনের উপনির্বাচনে ১২-১৪ শতাংশ ভোট পড়েছে : ইসি <box>730 740 939 776</box>
flower-icon <box>871 25 897 51</box>
person-silhouette <box>935 1354 971 1386</box>
column-4 <box>726 84 953 1119</box>
article-body: রাজধানীসহ সারা দেশে বায়ু ও শব্দদূষণ রোধে চলমান অভিযান অব্যাহত থাকবে বলে জানিয়েছেন সংশ্লিষ্টরা। এ সময় উপস্থিত ছিলেন বিভিন্ন পর্যায়ের নেতৃবৃন্দসহ স্থানীয় গণ্যমান্য ব্যক্তিরা। বক্তারা বলেন, জনগণের স্বার্থে প্রয়োজনীয় সব ব্যবস্থা গ্রহণ করা হবে। উল্লেখ্য, গত কয়েক দিন ধরে বিষয়টি নিয়ে বিভিন্ন মহলে ব্যাপক আলোচনা চলছে। সংশ্লিষ্ট কর্মকর্তারা জানান, অভিযোগ পাওয়া গেলে তাৎক্ষণিক ব্যবস্থা নেওয়া হবে। এ ছাড়া পরিস্থিতি পর্যবেক্ষণে রাখা হয়েছে বলেও জানানো হয়। <box>962 85 1180 201</box>
article-headline: হিরো আলমের <box>324 695 413 712</box>
article-aedes-larva <box>29 404 243 654</box>
article-body: পুঁজিবাজারে তালিকাভুক্ত বীমা খাতের কোম্পানি এশিয়া ইন্স্যুরেন্স লিমিটেডের বার্ষিক সাধারণ সভায় (এজিএম) শেয়ারহোল্ডারদের জন্য ১১ শতাংশ ক্যাশ ডিভিডেন্ড অনুমোদন করা হয়েছে। সভায় কোম্পানির পরিচালনা পর্ষদের সদস্য, শেয়ারহোল্ডার ও ঊর্ধ্বতন কর্মকর্তারা উপস্থিত ছিলেন। সভায় ২০২২ সালের নিরীক্ষিত আর্থিক প্রতিবেদন উপস্থাপন ও অনুমোদন করা হয়। কোম্পানির চেয়ারম্যান বলেন, চ্যালেঞ্জিং পরিস্থিতির মধ্যেও কোম্পানি ভালো ব্যবসা করেছে। সংশ্লিষ্ট সূত্রে জানা গেছে, বিষয়টি নিয়ে সংশ্লিষ্ট মহলে আলোচনা অব্যাহত রয়েছে। পরিস্থিতি স্বাভাবিক রাখতে প্রয়োজনীয় সব ধরনের প্রস্তুতি নেওয়া হয়েছে বলে জানানো হয়েছে। এ বিষয়ে চূড়ান্ত সিদ্ধান্ত নিতে শিগগিরই বৈঠকে বসবেন সংশ্লিষ্টরা। এ সময় উপস্থিত ছিলেন বিভিন্ন পর্যায়ের নেতৃবৃন্দসহ ঊর্ধ্বতন কর্মকর্তারা। বক্তারা বলেন, শেয়ারহোল্ডারদের স্বার্থে প্রয়োজনীয় সব ব্যবস্থা গ্রহণ করা হবে। উল্লেখ্য, গত কয়েক দিন ধরে বিষয়টি নিয়ে বিভিন্ন মহলে ব্যাপক আলোচনা চলছে। সংশ্লিষ্ট কর্মকর্তারা জানান, কোম্পানির ভবিষ্যৎ পরিকল্পনা শিগগিরই প্রকাশ করা হবে। এ ছাড়া পরিস্থিতি পর্যবেক্ষণে রাখা হয়েছে বলেও জানানো হয়। সাধারণ বিনিয়োগকারীদের মধ্যে বিষয়টি নিয়ে আগ্রহ লক্ষ করা গেছে। <box>726 1471 1180 1613</box>
article-hero-alom-ke <box>262 1080 475 1244</box>
article-ec-rasheda <box>726 569 944 737</box>
person-silhouette <box>787 1192 823 1224</box>
